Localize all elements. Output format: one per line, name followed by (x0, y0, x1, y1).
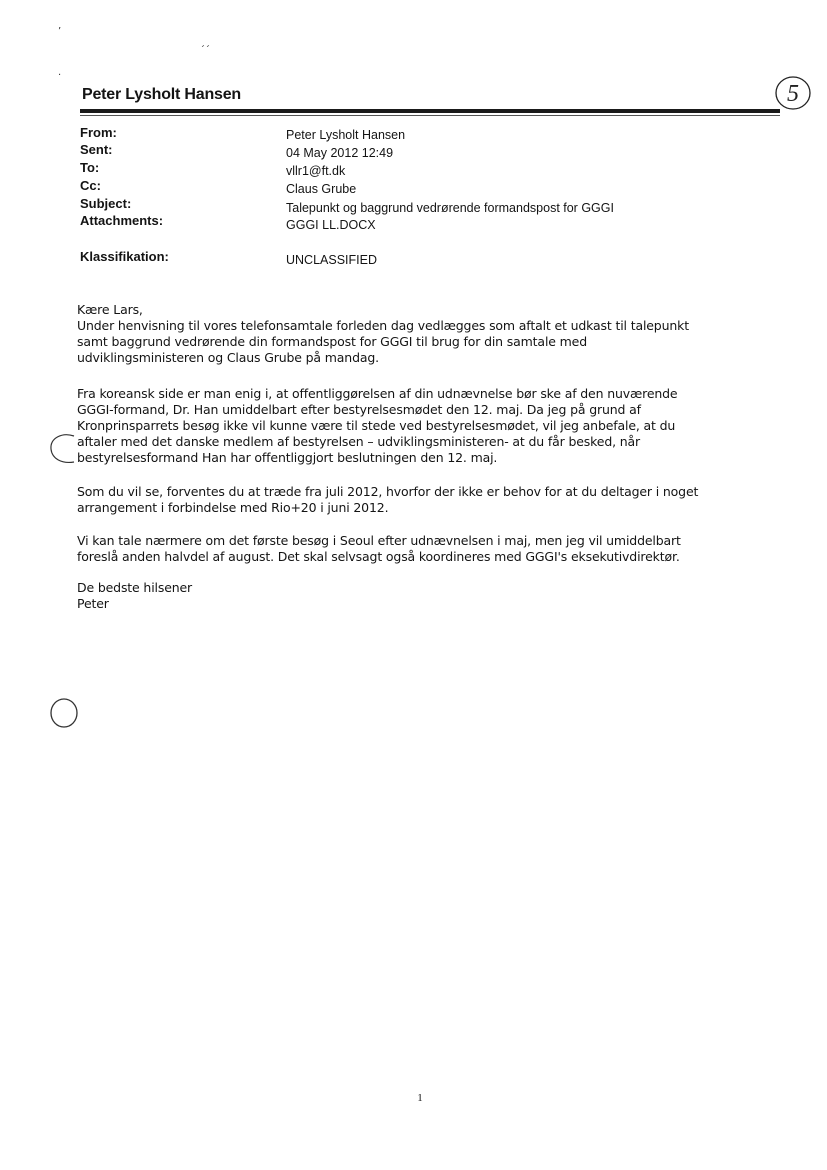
cc-label: Cc: (80, 178, 101, 193)
closing (77, 580, 777, 612)
to-label: To: (80, 160, 100, 175)
margin-hole-mark (48, 432, 78, 466)
paragraph-3 (77, 484, 777, 516)
stamp-number: 5 (787, 81, 799, 107)
paragraph-line: Under henvisning til vores telefonsamtale forleden dag vedlægges som aftalt et udkast til talepunkt (77, 318, 689, 333)
cc-value: Claus Grube (286, 182, 357, 196)
sent-value: 04 May 2012 12:49 (286, 146, 394, 160)
paragraph-line: bestyrelsesformand Han har offentliggjort beslutningen den 12. maj. (77, 450, 498, 465)
paragraph-line: GGGI-formand, Dr. Han umiddelbart efter bestyrelsesmødet den 12. maj. Da jeg på grund af (77, 402, 641, 417)
sent-label: Sent: (80, 142, 113, 157)
classification-value: UNCLASSIFIED (286, 253, 377, 267)
paragraph-line: samt baggrund vedrørende din formandspost for GGGI til brug for din samtale med (77, 334, 587, 349)
paragraph-4 (77, 533, 777, 565)
from-value: Peter Lysholt Hansen (286, 128, 406, 142)
signature-line: Peter (77, 596, 109, 611)
stray-dot: · (58, 70, 62, 81)
classification-label: Klassifikation: (80, 249, 169, 264)
header-rule-thin (80, 115, 780, 116)
paragraph-line: Kronprinsparrets besøg ikke vil kunne være til stede ved bestyrelsesmødet, vil jeg anbefale, at du (77, 418, 676, 433)
paragraph-line: arrangement i forbindelse med Rio+20 i juni 2012. (77, 500, 389, 515)
attachments-label: Attachments: (80, 213, 164, 228)
paragraph-line: udviklingsministeren og Claus Grube på mandag. (77, 350, 379, 365)
paragraph-line: Fra koreansk side er man enig i, at offentliggørelsen af din udnævnelse bør ske af den nuværende (77, 386, 678, 401)
header-rule (80, 109, 780, 113)
paragraph-line: aftaler med det danske medlem af bestyrelsen – udviklingsministeren- at du får besked, når (77, 434, 641, 449)
paragraph-2 (77, 386, 777, 466)
attachments-value: GGGI LL.DOCX (286, 218, 376, 232)
to-value: vllr1@ft.dk (286, 164, 346, 178)
page-number: 1 (417, 1092, 423, 1104)
paragraph-line: Vi kan tale nærmere om det første besøg i Seoul efter udnævnelsen i maj, men jeg vil umiddelbart (77, 533, 681, 548)
subject-value: Talepunkt og baggrund vedrørende formandspost for GGGI (286, 201, 614, 215)
stray-mark: ´´ (200, 45, 210, 56)
from-label: From: (80, 125, 117, 140)
binder-hole-circle (48, 696, 80, 730)
circled-page-number-stamp (773, 72, 813, 112)
subject-label: Subject: (80, 196, 132, 211)
greeting (77, 302, 777, 318)
paragraph-line: foreslå anden halvdel af august. Det skal selvsagt også koordineres med GGGI's eksekutivdirektør. (77, 549, 680, 564)
greeting-line: Kære Lars, (77, 302, 143, 317)
paragraph-1 (77, 318, 777, 366)
stray-mark: ’ (58, 26, 62, 37)
paragraph-line: Som du vil se, forventes du at træde fra juli 2012, hvorfor der ikke er behov for at du deltager i noget (77, 484, 699, 499)
sender-header-name: Peter Lysholt Hansen (82, 86, 242, 103)
closing-line: De bedste hilsener (77, 580, 193, 595)
